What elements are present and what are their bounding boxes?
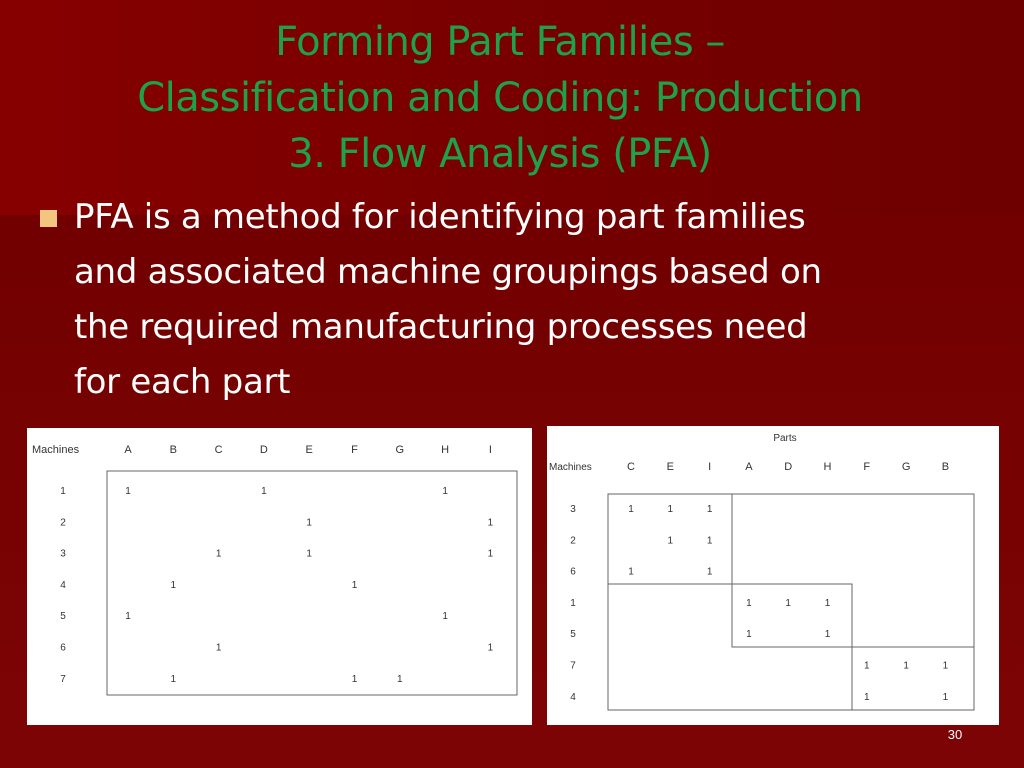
matrix1-cell-value: 1 xyxy=(306,548,312,560)
matrix2-row-label: 2 xyxy=(570,535,576,547)
matrix1-column-header: D xyxy=(259,444,268,456)
matrix1-cell-value: 1 xyxy=(306,517,312,529)
matrix1-column-header: E xyxy=(305,444,313,456)
matrix2-row-label: 7 xyxy=(570,660,576,672)
matrix2-corner-label: Machines xyxy=(549,462,592,473)
matrix2-column-header: E xyxy=(666,461,674,473)
matrix2-column-header: A xyxy=(745,461,753,473)
matrix2-row-label: 3 xyxy=(570,504,576,515)
matrix2-column-header: D xyxy=(784,461,793,473)
title-line-1: Forming Part Families – xyxy=(275,19,725,65)
matrix2-cell-value: 1 xyxy=(746,629,752,641)
matrix1-cell-value: 1 xyxy=(442,486,448,497)
matrix1-cell-value: 1 xyxy=(215,548,222,560)
matrix1-row-label: 3 xyxy=(60,548,66,560)
matrix2-row-label: 1 xyxy=(570,597,576,609)
matrix1-cell-value: 1 xyxy=(487,642,494,654)
matrix2-cell-value: 1 xyxy=(864,691,870,703)
matrix2-column-header: C xyxy=(627,461,635,473)
matrix2-column-header: H xyxy=(823,461,832,473)
matrix1-border xyxy=(107,471,517,695)
machine-part-matrix-grouped xyxy=(547,426,999,725)
matrix2-row-label: 4 xyxy=(570,691,576,703)
matrix1-cell-value: 1 xyxy=(351,579,358,591)
matrix2-parts-label: Parts xyxy=(773,433,797,444)
matrix1-cell-value: 1 xyxy=(261,486,267,497)
bullet-line-1: PFA is a method for identifying part families xyxy=(74,197,806,237)
matrix2-cell-value: 1 xyxy=(785,597,791,609)
matrix1-row-label: 6 xyxy=(60,642,66,654)
matrix2-cell-value: 1 xyxy=(667,535,674,547)
bullet-line-2: and associated machine groupings based on xyxy=(74,252,822,292)
matrix2-column-header: I xyxy=(708,461,712,473)
matrix1-column-header: G xyxy=(395,444,405,456)
title-line-2: Classification and Coding: Production xyxy=(137,75,863,121)
matrix1-row-label: 1 xyxy=(60,486,66,497)
matrix1-row-label: 2 xyxy=(60,517,66,529)
matrix2-column-header: B xyxy=(941,461,950,473)
matrix1-column-header: B xyxy=(169,444,177,456)
matrix1-cell-value: 1 xyxy=(125,486,131,497)
matrix2-column-header: G xyxy=(901,461,911,473)
matrix2-cell-value: 1 xyxy=(824,629,831,641)
matrix1-row-label: 7 xyxy=(60,673,66,685)
bullet-line-3: the required manufacturing processes need xyxy=(74,307,808,347)
matrix1-column-header: I xyxy=(488,444,492,456)
bullet-square-icon xyxy=(40,210,57,227)
matrix2-cell-value: 1 xyxy=(706,566,713,578)
bullet-line-4: for each part xyxy=(74,362,291,402)
title-line-3: 3. Flow Analysis (PFA) xyxy=(288,131,712,177)
matrix2-row-label: 5 xyxy=(570,629,576,641)
matrix1-column-header: C xyxy=(214,444,223,456)
matrix2-cell-value: 1 xyxy=(942,660,949,672)
matrix1-row-label: 4 xyxy=(60,579,66,591)
matrix2-cell-value: 1 xyxy=(706,504,713,515)
matrix2-cell-value: 1 xyxy=(628,566,634,578)
matrix2-cell-value: 1 xyxy=(864,660,870,672)
matrix1-cell-value: 1 xyxy=(442,611,448,623)
matrix1-corner-label: Machines xyxy=(32,444,80,456)
matrix1-column-header: F xyxy=(351,444,358,456)
slide-number: 30 xyxy=(947,727,963,742)
matrix2-cell-value: 1 xyxy=(903,660,909,672)
matrix2-border xyxy=(608,494,974,710)
matrix1-cell-value: 1 xyxy=(487,517,494,529)
matrix2-column-header: F xyxy=(863,461,871,473)
matrix2-group-box xyxy=(852,647,974,710)
matrix1-cell-value: 1 xyxy=(397,673,403,685)
matrix1-cell-value: 1 xyxy=(351,673,358,685)
matrix2-cell-value: 1 xyxy=(746,597,752,609)
matrix1-cell-value: 1 xyxy=(215,642,222,654)
slide-title xyxy=(40,14,960,182)
machine-part-matrix-initial xyxy=(27,428,532,725)
matrix-grouped-figure xyxy=(547,426,999,725)
matrix2-cell-value: 1 xyxy=(706,535,713,547)
matrix2-cell-value: 1 xyxy=(824,597,831,609)
matrix2-cell-value: 1 xyxy=(667,504,674,515)
matrix1-cell-value: 1 xyxy=(170,673,177,685)
matrix1-cell-value: 1 xyxy=(170,579,177,591)
matrix2-cell-value: 1 xyxy=(628,504,634,515)
matrix-initial-figure xyxy=(27,428,532,725)
matrix2-row-label: 6 xyxy=(570,566,576,578)
matrix1-cell-value: 1 xyxy=(487,548,494,560)
matrix2-cell-value: 1 xyxy=(942,691,949,703)
bullet-text xyxy=(74,190,1004,410)
matrix1-column-header: H xyxy=(441,444,450,456)
matrix1-column-header: A xyxy=(124,444,132,456)
matrix1-row-label: 5 xyxy=(60,611,66,623)
matrix1-cell-value: 1 xyxy=(125,611,131,623)
